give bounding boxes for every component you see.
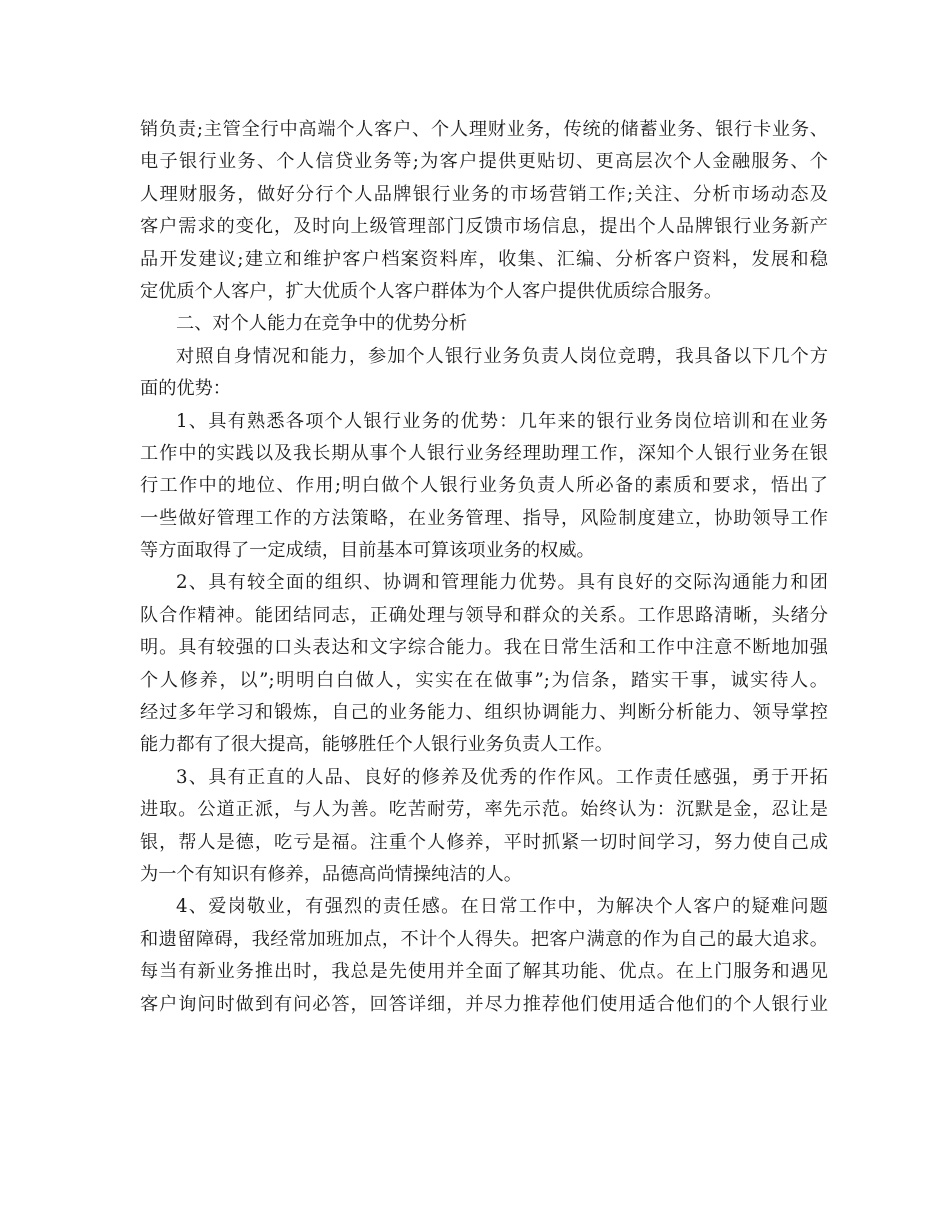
text-line: 人理财服务，做好分行个人品牌银行业务的市场营销工作;关注、分析市场动态及 (140, 183, 828, 205)
text-line: 一些做好管理工作的方法策略，在业务管理、指导，风险制度建立，协助领导工作 (140, 507, 828, 529)
text-line: 对照自身情况和能力，参加个人银行业务负责人岗位竞聘，我具备以下几个方 (176, 345, 828, 367)
text-line: 品开发建议;建立和维护客户档案资料库，收集、汇编、分析客户资料，发展和稳 (140, 248, 828, 270)
text-line: 明。具有较强的口头表达和文字综合能力。我在日常生活和工作中注意不断地加强 (140, 637, 828, 659)
text-line: 销负责;主管全行中高端个人客户、个人理财业务，传统的储蓄业务、银行卡业务、 (140, 119, 828, 140)
text-line: 电子银行业务、个人信贷业务等;为客户提供更贴切、更高层次个人金融服务、个 (140, 151, 828, 173)
text-line: 进取。公道正派，与人为善。吃苦耐劳，率先示范。始终认为：沉默是金，忍让是 (140, 799, 828, 821)
text-line: 和遗留障碍，我经常加班加点，不计个人得失。把客户满意的作为自己的最大追求。 (140, 928, 828, 950)
text-line: 2、具有较全面的组织、协调和管理能力优势。具有良好的交际沟通能力和团 (176, 572, 828, 594)
text-line: 银，帮人是德，吃亏是福。注重个人修养，平时抓紧一切时间学习，努力使自己成 (140, 831, 828, 853)
text-line: 队合作精神。能团结同志，正确处理与领导和群众的关系。工作思路清晰，头绪分 (140, 604, 828, 626)
document-page (140, 114, 828, 1021)
text-line: 行工作中的地位、作用;明白做个人银行业务负责人所必备的素质和要求，悟出了 (140, 475, 828, 497)
text-line: 面的优势： (140, 378, 231, 400)
text-line: 经过多年学习和锻炼，自己的业务能力、组织协调能力、判断分析能力、领导掌控 (140, 702, 828, 724)
text-line: 每当有新业务推出时，我总是先使用并全面了解其功能、优点。在上门服务和遇见 (140, 961, 828, 983)
text-line: 二、对个人能力在竞争中的优势分析 (176, 313, 468, 335)
text-line: 客户询问时做到有问必答，回答详细，并尽力推荐他们使用适合他们的个人银行业 (140, 993, 828, 1015)
document-body (140, 114, 828, 1021)
text-line: 个人修养，以”;明明白白做人，实实在在做事”;为信条，踏实干事，诚实待人。 (140, 669, 828, 691)
text-line: 4、爱岗敬业，有强烈的责任感。在日常工作中，为解决个人客户的疑难问题 (176, 896, 828, 918)
text-line: 为一个有知识有修养，品德高尚情操纯洁的人。 (140, 863, 522, 885)
text-line: 能力都有了很大提高，能够胜任个人银行业务负责人工作。 (140, 734, 613, 756)
text-line: 1、具有熟悉各项个人银行业务的优势：几年来的银行业务岗位培训和在业务 (176, 410, 828, 432)
text-line: 工作中的实践以及我长期从事个人银行业务经理助理工作，深知个人银行业务在银 (140, 442, 828, 464)
text-line: 等方面取得了一定成绩，目前基本可算该项业务的权威。 (140, 540, 595, 562)
text-line: 客户需求的变化，及时向上级管理部门反馈市场信息，提出个人品牌银行业务新产 (140, 216, 828, 238)
text-line: 3、具有正直的人品、良好的修养及优秀的作作风。工作责任感强，勇于开拓 (176, 766, 828, 788)
text-line: 定优质个人客户，扩大优质个人客户群体为个人客户提供优质综合服务。 (140, 280, 723, 302)
